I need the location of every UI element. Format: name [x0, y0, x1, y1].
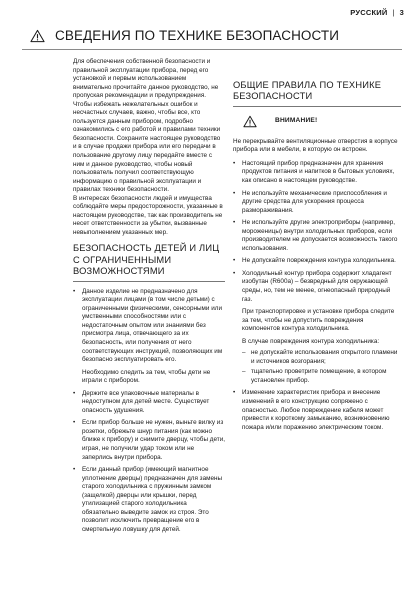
warning-row — [243, 115, 401, 128]
header-separator: | — [392, 8, 395, 17]
list-item: • Держите все упаковочные материалы в недоступном для детей месте. Существует опасность удушения. — [73, 390, 225, 416]
page-title: СВЕДЕНИЯ ПО ТЕХНИКЕ БЕЗОПАСНОСТИ — [55, 28, 340, 43]
list-item: • Если прибор больше не нужен, выньте вилку из розетки, обрежьте шнур питания (как можно ближе к прибору) и снимите дверцу, чтобы дети, играя, не получили удар током или не заперлись внутри прибора. — [73, 419, 225, 462]
list-item: • Данное изделие не предназначено для эксплуатации лицами (в том числе детьми) с ограниченными физическими, сенсорными или умственными способностями или с недостаточным опытом или знаниями без присмотра лица, отвечающего за их безопасность, или получения от него соответствующих инструкций, позволяющих им безопасно эксплуатировать его. Необходимо следить за тем, чтобы дети не играли с прибором. — [73, 288, 225, 386]
vent-warning-text: Не перекрывайте вентиляционные отверстия в корпусе прибора или в мебели, в которую он встроен. — [233, 137, 398, 154]
sublist-item: – не допускайте использования открытого пламени и источников возгорания; — [242, 349, 401, 366]
page-number: 3 — [399, 8, 404, 17]
list-item: • Настоящий прибор предназначен для хранения продуктов питания и напитков в бытовых условиях, как описано в настоящем руководстве. — [233, 160, 401, 186]
intro-paragraph-1: Для обеспечения собственной безопасности и правильной эксплуатации прибора, перед его установкой и первым использованием внимательно прочитайте данное руководство, не пропуская рекомендации и предупреждения. Чтобы избежать нежелательных ошибок и несчастных случаев, важно, чтобы все, кто пользуется данным прибором, подробно ознакомились с его работой и правилами техники безопасности. Сохраните настоящее руководство и в случае продажи прибора или его передачи в пользование другому лицу передайте вместе с ним и данное руководство, чтобы новый пользователь получил соответствующую информацию о правильной эксплуатации и правилах техники безопасности. — [73, 58, 221, 194]
general-safety-heading: ОБЩИЕ ПРАВИЛА ПО ТЕХНИКЕ БЕЗОПАСНОСТИ — [233, 80, 382, 102]
warning-triangle-icon — [243, 115, 257, 128]
list-item: • Холодильный контур прибора содержит хладагент изобутан (R600a) – безвредный для окружающей среды, но, тем не менее, огнеопасный природный газ. При транспортировке и установке прибора следите за тем, чтобы не допустить повреждения компонентов контура холодильника. В случае повреждения контура холодильника: – не допускайте использования открытого пламени и источников возгорания; – тщательно проветрите помещение, в котором установлен прибор. — [233, 270, 401, 386]
title-divider — [22, 49, 402, 50]
warning-label: ВНИМАНИЕ! — [275, 117, 318, 125]
left-column — [73, 58, 225, 538]
intro-paragraph-2: В интересах безопасности людей и имущества соблюдайте меры предосторожности, указанные в настоящем руководстве, так как производитель не несет ответственности за убытки, вызванные невыполнением указанных мер. — [73, 194, 223, 236]
children-safety-heading: БЕЗОПАСНОСТЬ ДЕТЕЙ И ЛИЦ С ОГРАНИЧЕННЫМИ ВОЗМОЖНОСТЯМИ — [73, 243, 220, 277]
section-divider — [233, 106, 401, 107]
page-header — [350, 8, 404, 17]
right-column — [233, 58, 401, 436]
warning-triangle-icon — [30, 29, 45, 43]
general-safety-list — [233, 160, 401, 432]
children-safety-list — [73, 288, 225, 535]
section-divider — [73, 281, 225, 282]
list-item: • Не допускайте повреждения контура холодильника. — [233, 257, 401, 266]
refrigerant-damage-sublist — [242, 349, 401, 385]
header-section-label: РУССКИЙ — [350, 8, 388, 17]
sublist-item: – тщательно проветрите помещение, в котором установлен прибор. — [242, 368, 401, 385]
list-item: • Не используйте другие электроприборы (например, мороженицы) внутри холодильных приборов, если производителем не допускается возможность такого использования. — [233, 219, 401, 253]
list-item: • Если данный прибор (имеющий магнитное уплотнение дверцы) предназначен для замены старого холодильника с пружинным замком (защелкой) дверцы или крышки, перед утилизацией старого холодильника обязательно выведите замок из строя. Это позволит исключить превращение его в смертельную ловушку для детей. — [73, 466, 225, 534]
list-item: • Не используйте механические приспособления и другие средства для ускорения процесса размораживания. — [233, 190, 401, 216]
list-item: • Изменение характеристик прибора и внесение изменений в его конструкцию сопряжено с опасностью. Любое повреждение кабеля может привести к короткому замыканию, возникновению пожара и/или поражению электрическим током. — [233, 389, 401, 432]
